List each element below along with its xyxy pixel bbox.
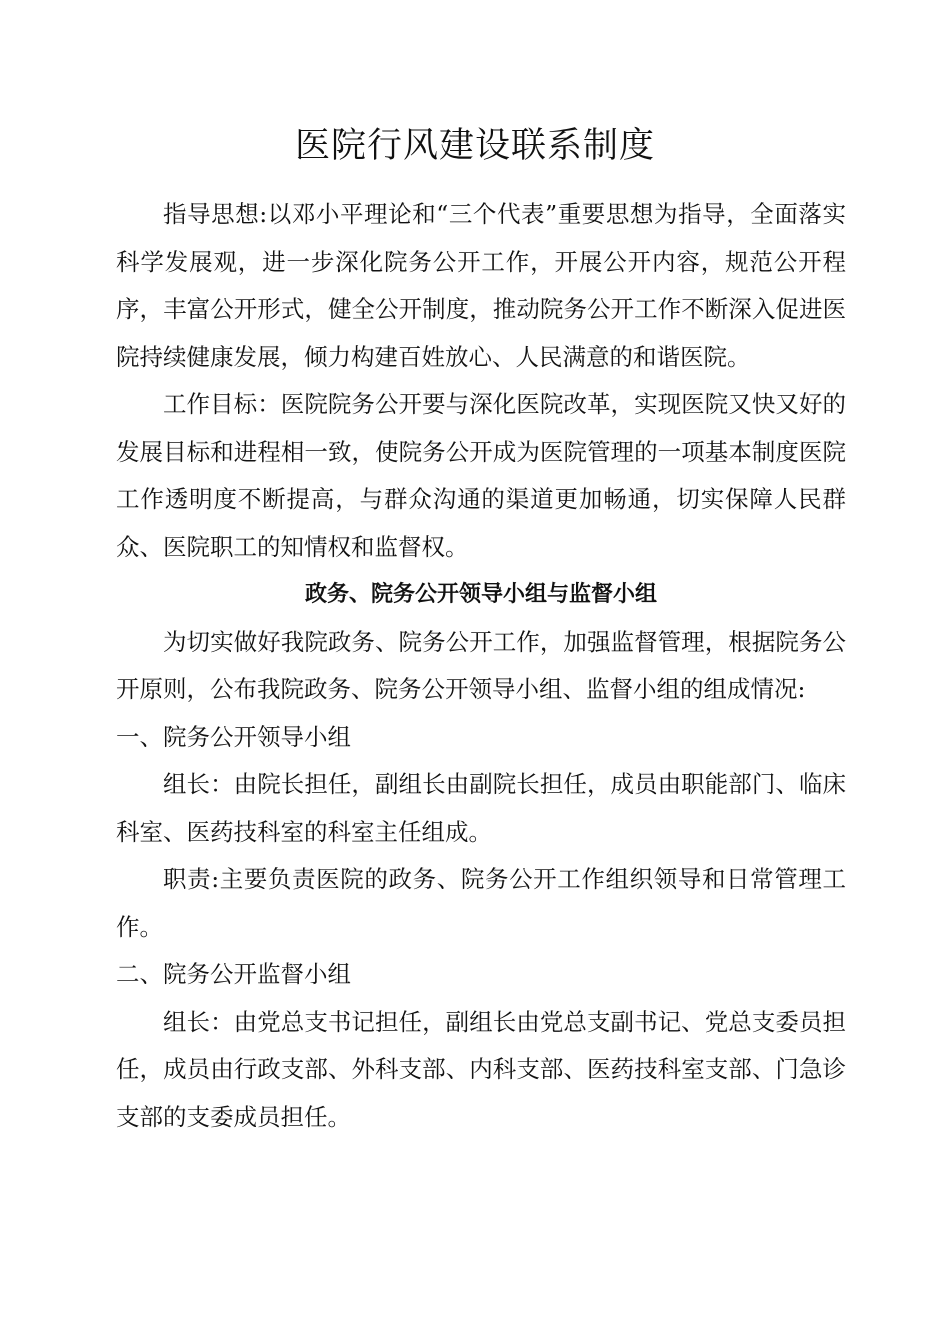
group-subheading: 政务、院务公开领导小组与监督小组 xyxy=(304,582,657,607)
intro-paragraph: 为切实做好我院政务、院务公开工作，加强监督管理，根据院务公开原则，公布我院政务、院务公开领导小组、监督小组的组成情况: xyxy=(116,627,846,703)
work-goal-paragraph: 工作目标：医院院务公开要与深化医院改革，实现医院又快又好的发展目标和进程相一致，使院务公开成为医院管理的一项基本制度医院工作透明度不断提高，与群众沟通的渠道更加畅通，切实保障人民群众、医院职工的知情权和监督权。 xyxy=(116,390,846,561)
document-title: 医院行风建设联系制度 xyxy=(294,126,655,166)
section-2-heading: 二、院务公开监督小组 xyxy=(116,960,351,988)
section-1-members-paragraph: 组长：由院长担任，副组长由副院长担任，成员由职能部门、临床科室、医药技科室的科室主任组成。 xyxy=(116,770,846,846)
section-1-heading: 一、院务公开领导小组 xyxy=(116,722,351,751)
section-1-duties-paragraph: 职责:主要负责医院的政务、院务公开工作组织领导和日常管理工作。 xyxy=(116,865,846,941)
section-2-members-paragraph: 组长：由党总支书记担任，副组长由党总支副书记、党总支委员担任，成员由行政支部、外科支部、内科支部、医药技科室支部、门急诊支部的支委成员担任。 xyxy=(116,1007,846,1131)
document-body xyxy=(116,191,846,1141)
guiding-ideology-paragraph: 指导思想:以邓小平理论和“三个代表”重要思想为指导，全面落实科学发展观，进一步深化院务公开工作，开展公开内容，规范公开程序，丰富公开形式，健全公开制度，推动院务公开工作不断深入促进医院持续健康发展，倾力构建百姓放心、人民满意的和谐医院。 xyxy=(116,200,846,371)
